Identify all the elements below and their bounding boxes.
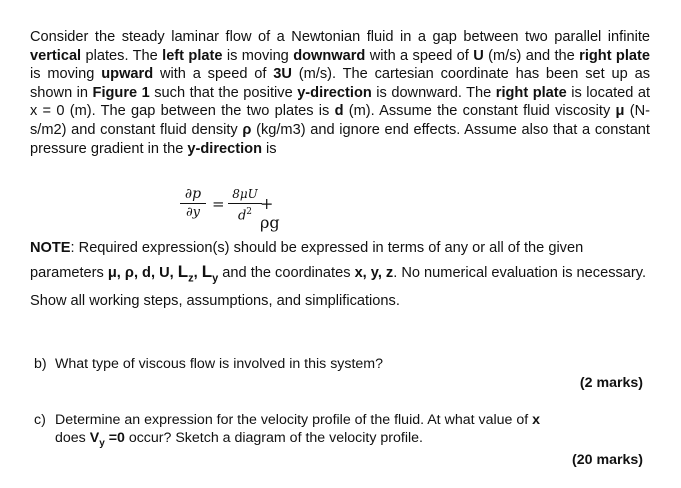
question-c: c) Determine an expression for the velocity profile of the fluid. At what value of x does $V_y =0$ occur? Sketch a diagram of the velocity profile. (34, 412, 541, 449)
question-b-text: What type of viscous flow is involved in this system? (55, 356, 384, 372)
note-label: NOTE (30, 240, 71, 256)
rhs-fraction (228, 186, 262, 223)
note-block: NOTE: Required expression(s) should be expressed in terms of any or all of the given parameters μ, ρ, d, U, $L_z$, $L_y$ and the coordinates x, y, z. No numerical evaluation is necessary. Show all working steps, assumptions, and simplifications. (30, 240, 647, 310)
lhs-numerator: ∂p (184, 186, 202, 202)
question-c-label: c) (34, 412, 46, 428)
lhs-denominator: ∂y (185, 205, 201, 220)
equals-sign: = (212, 195, 225, 213)
question-b-marks: (2 marks) (579, 375, 643, 391)
problem-statement: Consider the steady laminar flow of a Newtonian fluid in a gap between two parallel infinite vertical plates. The left plate is moving downward with a speed of U (m/s) and the right plate is moving upward with a speed of 3U (m/s). The cartesian coordinate has been set up as shown in Figure 1 such that the positive y-direction is downward. The right plate is located at x = 0 (m). The gap between the two plates is d (m). Assume the constant fluid viscosity μ (N-s/m2) and constant fluid density ρ (kg/m3) and ignore end effects. Assume also that a constant pressure gradient in the y-direction is (30, 29, 651, 157)
lz-symbol: $L_z$ (177, 262, 194, 285)
lhs-fraction (180, 186, 206, 220)
question-b-label: b) (34, 356, 47, 372)
question-b (34, 355, 383, 373)
ly-symbol: $L_y$ (201, 262, 219, 285)
rhs-tail: + ρg (260, 194, 280, 232)
question-c-marks: (20 marks) (572, 452, 643, 468)
rhs-numerator: 8μU (232, 187, 258, 201)
rhs-denominator: $d^2$ (237, 207, 253, 224)
